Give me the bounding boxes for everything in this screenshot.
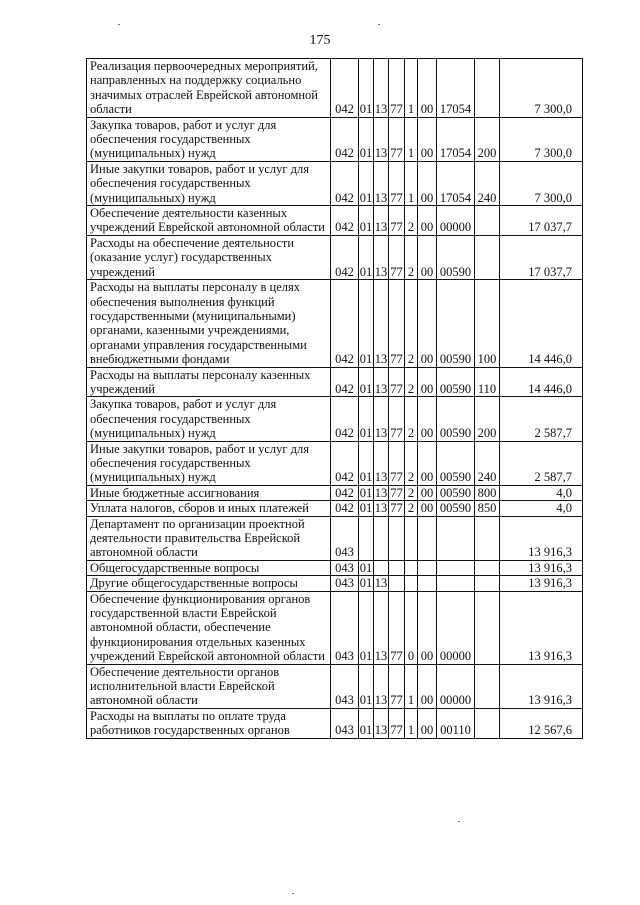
row-direction-code-cell: 00590 xyxy=(437,367,475,397)
row-event-code-cell: 00 xyxy=(418,161,437,205)
row-subprogram-code-cell: 2 xyxy=(405,206,418,236)
row-subsection-code-cell: 13 xyxy=(374,576,388,591)
row-expense-type-cell: 240 xyxy=(475,161,500,205)
row-section-code-cell: 01 xyxy=(359,591,374,664)
row-program-code-cell: 77 xyxy=(390,485,403,500)
row-direction-code-cell: 17054 xyxy=(437,161,475,205)
row-ministry-code-cell: 043 xyxy=(331,708,359,738)
row-event-code-cell: 00 xyxy=(418,117,437,161)
row-amount-cell: 17 037,7 xyxy=(500,206,583,236)
row-subsection-code-cell: 13 xyxy=(374,161,389,205)
row-program-code-cell: 77 xyxy=(389,367,405,397)
row-name-cell: Уплата налогов, сборов и иных платежей xyxy=(87,501,331,516)
row-amount-cell: 4,0 xyxy=(500,501,583,516)
row-name-cell: Закупка товаров, работ и услуг для обеспечения государственных (муниципальных) нужд xyxy=(87,397,331,441)
row-expense-type-cell: 110 xyxy=(475,367,500,397)
row-subsection-code-cell xyxy=(374,516,389,560)
row-section-code-cell: 01 xyxy=(359,664,374,708)
row-section-code-cell: 01 xyxy=(359,485,373,500)
row-section-code-cell: 01 xyxy=(359,708,374,738)
row-direction-code-cell: 17054 xyxy=(437,59,475,118)
row-expense-type-cell xyxy=(475,576,500,591)
row-ministry-code-cell: 042 xyxy=(331,501,359,516)
row-name-cell: Обеспечение деятельности органов исполнительной власти Еврейской автономной области xyxy=(87,664,331,708)
row-ministry-code-cell: 042 xyxy=(331,161,359,205)
row-subsection-code-cell: 13 xyxy=(374,367,389,397)
row-subsection-code-cell: 13 xyxy=(374,280,389,367)
row-name-cell: Общегосударственные вопросы xyxy=(87,560,331,575)
table-row xyxy=(87,664,583,708)
row-amount-cell: 13 916,3 xyxy=(500,591,583,664)
row-amount-cell: 13 916,3 xyxy=(500,576,583,591)
row-amount-cell: 4,0 xyxy=(500,485,583,500)
row-direction-code-cell: 00590 xyxy=(437,441,475,485)
table-row xyxy=(87,397,583,441)
row-section-code-cell: 01 xyxy=(359,117,374,161)
row-direction-code-cell: 00590 xyxy=(437,235,475,279)
row-subsection-code-cell: 13 xyxy=(374,708,389,738)
row-subprogram-code-cell: 1 xyxy=(405,664,418,708)
table-row xyxy=(87,441,583,485)
row-event-code-cell: 00 xyxy=(418,59,437,118)
row-program-code-cell: 77 xyxy=(389,235,405,279)
row-amount-cell: 12 567,6 xyxy=(500,708,583,738)
table-row xyxy=(87,501,583,516)
row-program-code-cell: 77 xyxy=(389,441,405,485)
row-direction-code-cell: 00000 xyxy=(437,664,475,708)
row-subprogram-code-cell xyxy=(405,576,418,591)
row-section-code-cell: 01 xyxy=(359,367,374,397)
row-subsection-code-cell: 13 xyxy=(374,117,389,161)
row-subprogram-code-cell: 1 xyxy=(405,708,418,738)
row-subprogram-code-cell: 2 xyxy=(405,501,418,516)
row-subsection-code-cell: 13 xyxy=(374,441,389,485)
row-amount-cell: 7 300,0 xyxy=(500,59,583,118)
table-row xyxy=(87,367,583,397)
row-subprogram-code-cell: 1 xyxy=(405,161,418,205)
row-expense-type-cell xyxy=(475,560,500,575)
row-event-code-cell: 00 xyxy=(418,280,437,367)
row-section-code-cell: 01 xyxy=(359,576,373,591)
row-expense-type-cell: 100 xyxy=(475,280,500,367)
row-direction-code-cell: 00000 xyxy=(437,206,475,236)
row-ministry-code-cell: 043 xyxy=(331,664,359,708)
row-expense-type-cell: 800 xyxy=(475,485,500,500)
row-event-code-cell xyxy=(418,516,437,560)
row-subprogram-code-cell: 2 xyxy=(405,235,418,279)
row-name-cell: Расходы на выплаты персоналу в целях обеспечения выполнения функций государственными (муниципальными) органами, казенными учреждениями, органами управления государственными внебюджетными фондами xyxy=(87,280,331,367)
page-number: 175 xyxy=(309,33,331,48)
row-direction-code-cell xyxy=(437,560,475,575)
row-name-cell: Иные закупки товаров, работ и услуг для обеспечения государственных (муниципальных) нужд xyxy=(87,161,331,205)
row-amount-cell: 17 037,7 xyxy=(500,235,583,279)
row-ministry-code-cell: 042 xyxy=(331,59,359,118)
row-subprogram-code-cell: 2 xyxy=(405,441,418,485)
row-amount-cell: 14 446,0 xyxy=(500,367,583,397)
row-expense-type-cell xyxy=(475,235,500,279)
row-subprogram-code-cell: 0 xyxy=(405,591,418,664)
row-name-cell: Реализация первоочередных мероприятий, направленных на поддержку социально значимых отраслей Еврейской автономной области xyxy=(87,59,331,118)
row-program-code-cell: 77 xyxy=(389,206,405,236)
row-ministry-code-cell: 042 xyxy=(331,206,359,236)
row-ministry-code-cell: 042 xyxy=(331,441,359,485)
row-subprogram-code-cell: 1 xyxy=(405,59,418,118)
row-program-code-cell: 77 xyxy=(389,397,405,441)
row-name-cell: Расходы на выплаты персоналу казенных учреждений xyxy=(87,367,331,397)
row-section-code-cell: 01 xyxy=(359,441,374,485)
row-subsection-code-cell: 13 xyxy=(374,59,389,118)
row-subprogram-code-cell xyxy=(405,516,418,560)
row-direction-code-cell: 00590 xyxy=(437,397,475,441)
row-amount-cell: 13 916,3 xyxy=(500,516,583,560)
row-subsection-code-cell: 13 xyxy=(374,397,389,441)
row-name-cell: Департамент по организации проектной деятельности правительства Еврейской автономной области xyxy=(87,516,331,560)
row-section-code-cell xyxy=(359,516,374,560)
row-ministry-code-cell: 042 xyxy=(331,367,359,397)
row-program-code-cell: 77 xyxy=(389,161,405,205)
table-row xyxy=(87,59,583,118)
row-event-code-cell: 00 xyxy=(418,367,437,397)
row-subsection-code-cell: 13 xyxy=(374,501,388,516)
row-program-code-cell xyxy=(389,560,405,575)
row-ministry-code-cell: 042 xyxy=(331,280,359,367)
row-event-code-cell: 00 xyxy=(418,485,437,500)
row-section-code-cell: 01 xyxy=(359,59,374,118)
row-name-cell: Расходы на выплаты по оплате труда работников государственных органов xyxy=(87,708,331,738)
row-subprogram-code-cell: 2 xyxy=(405,397,418,441)
row-direction-code-cell: 00000 xyxy=(437,591,475,664)
budget-table-body xyxy=(87,59,583,739)
row-ministry-code-cell: 042 xyxy=(331,235,359,279)
row-section-code-cell: 01 xyxy=(359,206,374,236)
row-event-code-cell: 00 xyxy=(418,397,437,441)
row-program-code-cell: 77 xyxy=(389,591,405,664)
row-subsection-code-cell: 13 xyxy=(374,664,389,708)
row-subprogram-code-cell: 2 xyxy=(405,280,418,367)
row-event-code-cell: 00 xyxy=(418,708,437,738)
row-program-code-cell xyxy=(389,576,405,591)
row-event-code-cell: 00 xyxy=(418,206,437,236)
row-name-cell: Иные бюджетные ассигнования xyxy=(87,485,331,500)
row-direction-code-cell xyxy=(437,576,475,591)
table-row xyxy=(87,485,583,500)
scan-speck xyxy=(118,24,120,25)
row-program-code-cell: 77 xyxy=(389,117,405,161)
row-subsection-code-cell: 13 xyxy=(374,485,388,500)
row-direction-code-cell: 00590 xyxy=(437,485,475,500)
row-subprogram-code-cell: 1 xyxy=(405,117,418,161)
row-program-code-cell: 77 xyxy=(389,59,405,118)
row-ministry-code-cell: 042 xyxy=(331,397,359,441)
row-section-code-cell: 01 xyxy=(359,397,374,441)
table-row xyxy=(87,560,583,575)
table-row xyxy=(87,708,583,738)
row-section-code-cell: 01 xyxy=(359,280,374,367)
table-row xyxy=(87,117,583,161)
row-expense-type-cell xyxy=(475,664,500,708)
row-name-cell: Закупка товаров, работ и услуг для обеспечения государственных (муниципальных) нужд xyxy=(87,117,331,161)
row-amount-cell: 2 587,7 xyxy=(500,397,583,441)
table-row xyxy=(87,161,583,205)
row-section-code-cell: 01 xyxy=(359,161,374,205)
row-name-cell: Обеспечение деятельности казенных учреждений Еврейской автономной области xyxy=(87,206,331,236)
row-subprogram-code-cell: 2 xyxy=(405,367,418,397)
row-amount-cell: 7 300,0 xyxy=(500,117,583,161)
row-expense-type-cell: 200 xyxy=(475,117,500,161)
row-amount-cell: 7 300,0 xyxy=(500,161,583,205)
row-subsection-code-cell: 13 xyxy=(374,235,389,279)
row-section-code-cell: 01 xyxy=(359,501,373,516)
row-subsection-code-cell: 13 xyxy=(374,206,389,236)
table-row xyxy=(87,576,583,591)
row-ministry-code-cell: 043 xyxy=(331,560,359,575)
row-expense-type-cell xyxy=(475,591,500,664)
table-row xyxy=(87,516,583,560)
scan-speck xyxy=(292,893,294,894)
row-program-code-cell: 77 xyxy=(389,280,405,367)
row-ministry-code-cell: 043 xyxy=(331,516,359,560)
row-direction-code-cell: 00110 xyxy=(437,708,475,738)
row-expense-type-cell: 200 xyxy=(475,397,500,441)
budget-table xyxy=(86,58,583,739)
row-event-code-cell xyxy=(418,560,437,575)
row-section-code-cell: 01 xyxy=(359,560,373,575)
row-name-cell: Иные закупки товаров, работ и услуг для обеспечения государственных (муниципальных) нужд xyxy=(87,441,331,485)
row-ministry-code-cell: 042 xyxy=(331,117,359,161)
row-expense-type-cell xyxy=(475,59,500,118)
row-expense-type-cell xyxy=(475,516,500,560)
row-event-code-cell: 00 xyxy=(418,591,437,664)
row-event-code-cell: 00 xyxy=(418,501,437,516)
row-expense-type-cell: 850 xyxy=(475,501,500,516)
row-section-code-cell: 01 xyxy=(359,235,374,279)
row-expense-type-cell xyxy=(475,708,500,738)
row-subsection-code-cell xyxy=(374,560,389,575)
table-row xyxy=(87,206,583,236)
table-row xyxy=(87,280,583,367)
row-program-code-cell: 77 xyxy=(389,708,405,738)
row-event-code-cell xyxy=(418,576,437,591)
table-row xyxy=(87,235,583,279)
row-amount-cell: 14 446,0 xyxy=(500,280,583,367)
scan-speck xyxy=(378,24,380,25)
row-direction-code-cell: 00590 xyxy=(437,501,475,516)
table-row xyxy=(87,591,583,664)
row-event-code-cell: 00 xyxy=(418,441,437,485)
row-amount-cell: 13 916,3 xyxy=(500,664,583,708)
row-amount-cell: 13 916,3 xyxy=(500,560,583,575)
row-direction-code-cell xyxy=(437,516,475,560)
row-event-code-cell: 00 xyxy=(418,664,437,708)
row-event-code-cell: 00 xyxy=(418,235,437,279)
row-subsection-code-cell: 13 xyxy=(374,591,389,664)
row-name-cell: Расходы на обеспечение деятельности (оказание услуг) государственных учреждений xyxy=(87,235,331,279)
row-direction-code-cell: 17054 xyxy=(437,117,475,161)
row-expense-type-cell: 240 xyxy=(475,441,500,485)
row-subprogram-code-cell xyxy=(405,560,418,575)
row-ministry-code-cell: 043 xyxy=(331,591,359,664)
scan-speck xyxy=(458,821,460,822)
row-name-cell: Другие общегосударственные вопросы xyxy=(87,576,331,591)
row-direction-code-cell: 00590 xyxy=(437,280,475,367)
row-subprogram-code-cell: 2 xyxy=(405,485,418,500)
row-name-cell: Обеспечение функционирования органов государственной власти Еврейской автономной области, обеспечение функционирования отдельных казенных учреждений Еврейской автономной области xyxy=(87,591,331,664)
row-program-code-cell: 77 xyxy=(389,664,405,708)
row-program-code-cell: 77 xyxy=(390,501,403,516)
row-amount-cell: 2 587,7 xyxy=(500,441,583,485)
row-ministry-code-cell: 043 xyxy=(331,576,359,591)
row-expense-type-cell xyxy=(475,206,500,236)
row-ministry-code-cell: 042 xyxy=(331,485,359,500)
row-program-code-cell xyxy=(389,516,405,560)
